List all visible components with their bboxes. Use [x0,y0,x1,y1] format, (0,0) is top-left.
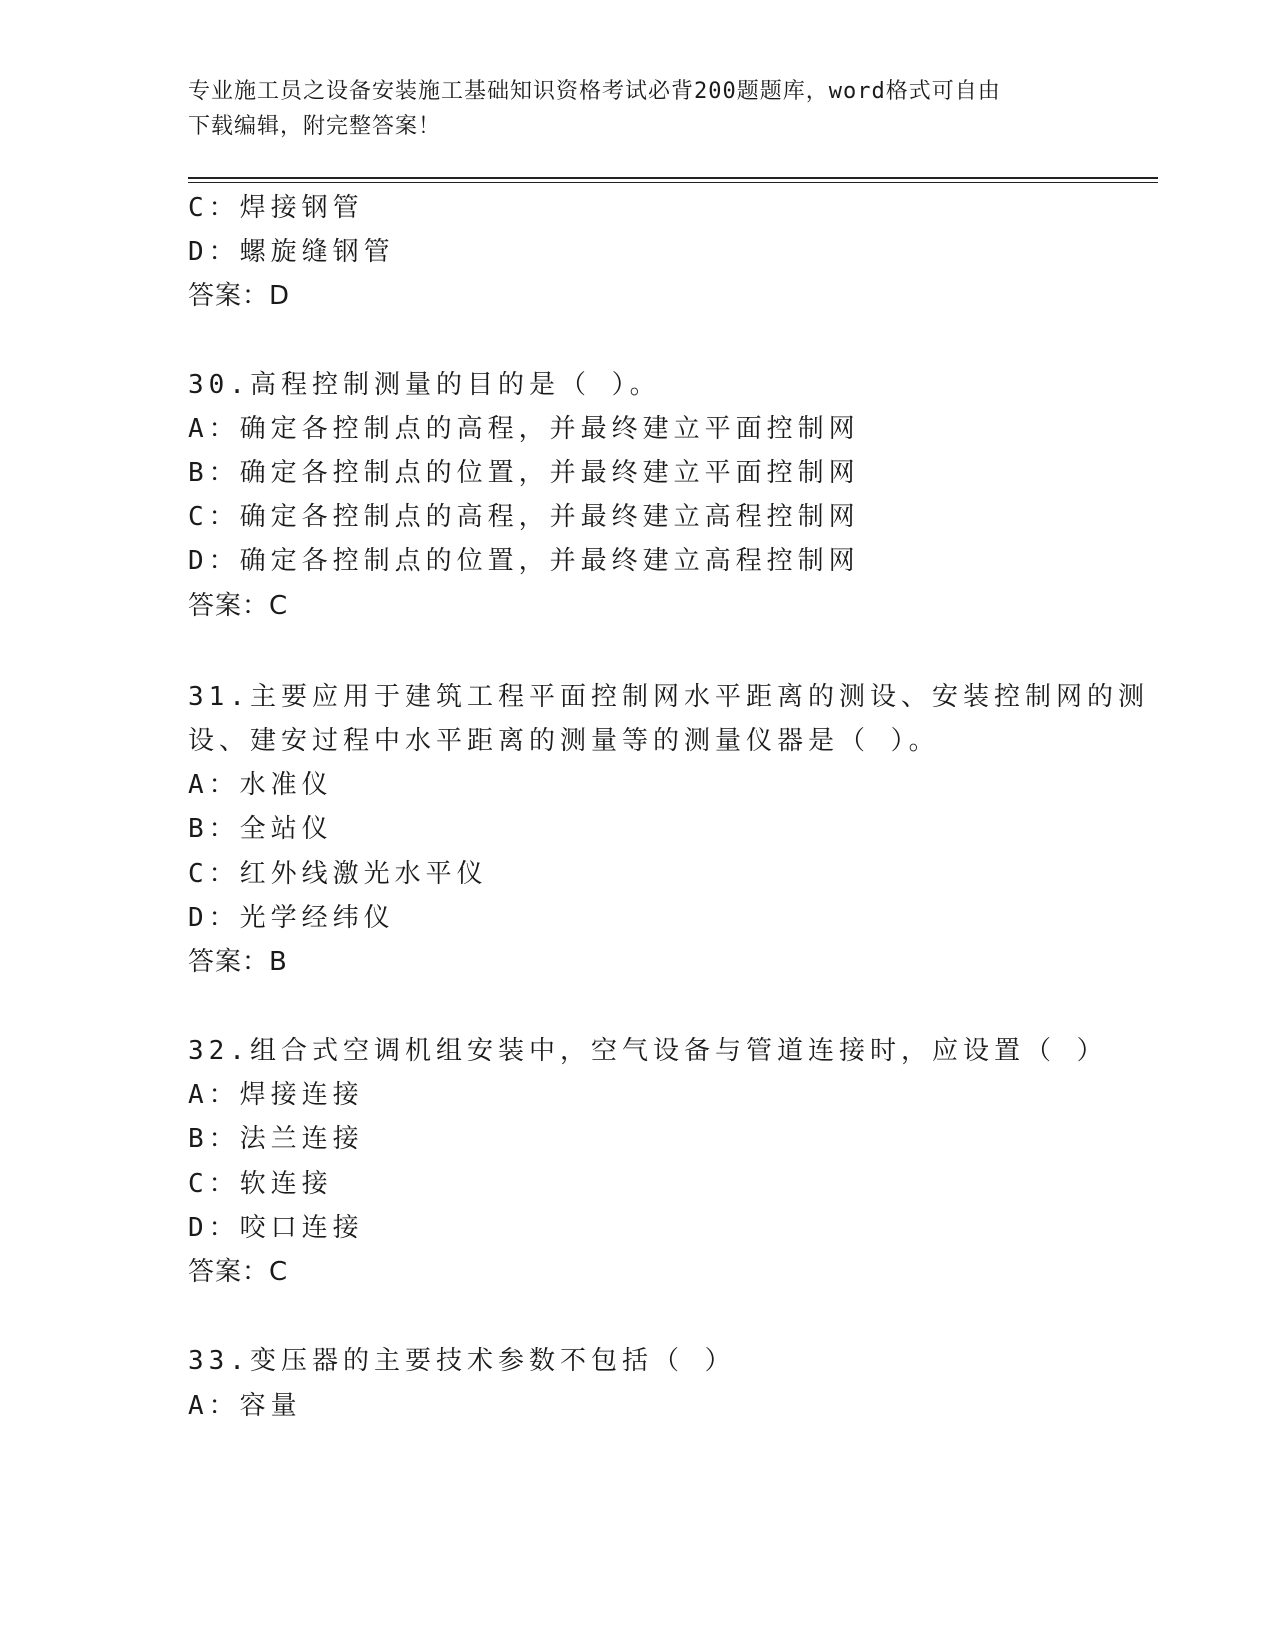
header-line-2: 下载编辑，附完整答案！ [188,114,442,139]
q31-option-a: A：水准仪 [188,770,333,800]
q32-option-c: C：软连接 [188,1169,333,1199]
q33-option-a: A：容量 [188,1391,302,1421]
header-divider-thin [188,182,1158,183]
header-divider-thick [188,177,1158,179]
q31-option-c: C：红外线激光水平仪 [188,859,488,889]
q33-question: 33.变压器的主要技术参数不包括（ ） [188,1346,736,1376]
q30-option-a: A：确定各控制点的高程，并最终建立平面控制网 [188,414,860,444]
q30-option-d: D：确定各控制点的位置，并最终建立高程控制网 [188,546,860,576]
q31-option-b: B：全站仪 [188,814,333,844]
q32-question: 32.组合式空调机组安装中，空气设备与管道连接时，应设置（ ） [188,1036,1108,1066]
q32-answer: 答案：C [188,1257,289,1287]
q32-option-b: B：法兰连接 [188,1124,364,1154]
q29-option-c: C：焊接钢管 [188,193,364,223]
q29-option-d: D：螺旋缝钢管 [188,237,395,267]
q31-question-line-1: 31.主要应用于建筑工程平面控制网水平距离的测设、安装控制网的测 [188,682,1149,712]
q30-answer: 答案：C [188,591,289,621]
q30-question: 30.高程控制测量的目的是（ ）。 [188,370,661,400]
q30-option-c: C：确定各控制点的高程，并最终建立高程控制网 [188,502,860,532]
document-header [188,74,1068,144]
q30-option-b: B：确定各控制点的位置，并最终建立平面控制网 [188,458,860,488]
q31-answer: 答案：B [188,947,288,977]
q32-option-d: D：咬口连接 [188,1213,364,1243]
q32-option-a: A：焊接连接 [188,1080,364,1110]
q31-option-d: D：光学经纬仪 [188,903,395,933]
q31-question-line-2: 设、建安过程中水平距离的测量等的测量仪器是（ ）。 [188,726,940,756]
q29-answer: 答案：D [188,281,291,311]
header-line-1: 专业施工员之设备安装施工基础知识资格考试必背200题题库，word格式可自由 [188,79,1001,104]
